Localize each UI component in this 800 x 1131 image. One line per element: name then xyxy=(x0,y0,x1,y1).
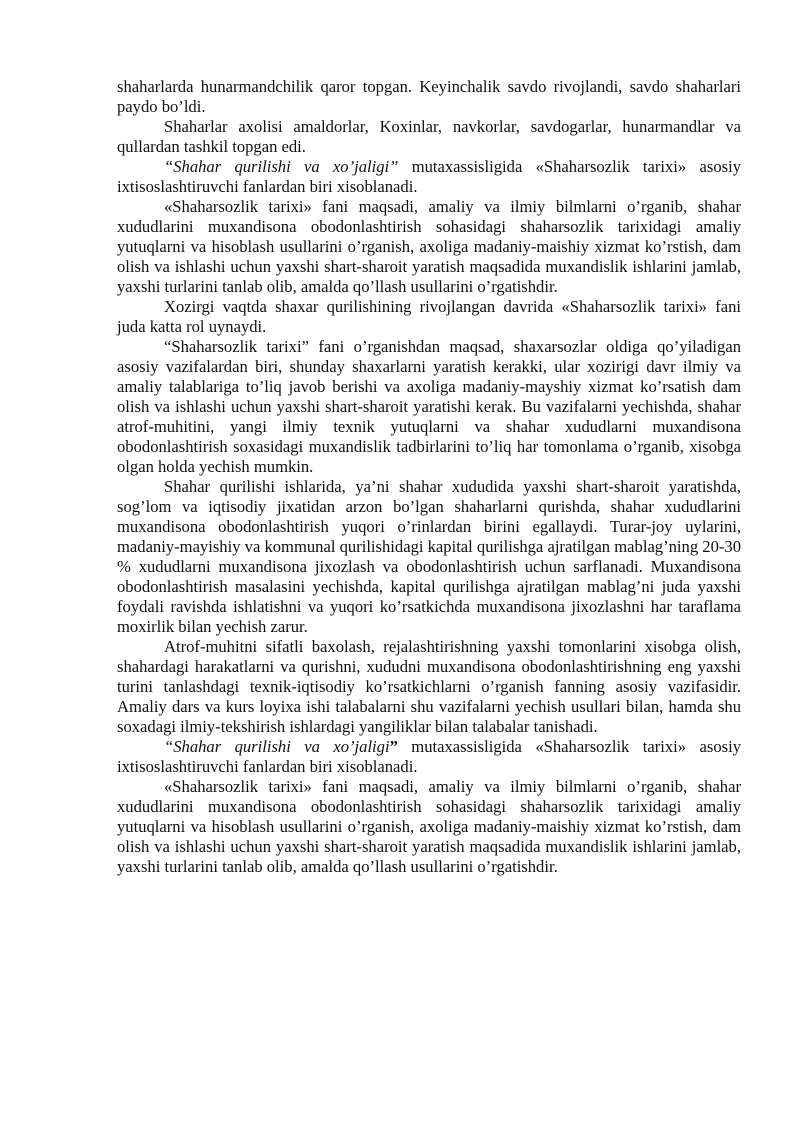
closing-quote: ” xyxy=(389,737,398,756)
paragraph-construction-works: Shahar qurilishi ishlarida, ya’ni shahar xududida yaxshi shart-sharoit yaratishda, sog’lom va iqtisodiy jixatidan arzon bo’lgan shaharlarni qurishda, shahar xududlarini muxandisona obodonlashtirish yuqori o’rinlardan birini egallaydi. Turar-joy uylarini, madaniy-mayishiy va kommunal qurilishidagi kapital qurilishga ajratilgan mablag’ning 20-30 % xududlarni muxandisona jixozlash va obodonlashtirish uchun sarflanadi. Muxandisona obodonlashtirish masalasini yechishda, kapital qurilishga ajratilgan mablag’ni juda yaxshi foydali ravishda ishlatishni va yuqori ko’rsatkichda muxandisona jixozlashni har taraflama moxirlik bilan yechish zarur. xyxy=(117,477,741,636)
document-page xyxy=(117,77,741,877)
paragraph-specialty-repeat xyxy=(117,737,741,777)
paragraph-current-role: Xozirgi vaqtda shaxar qurilishining rivojlangan davrida «Shaharsozlik tarixi» fani juda katta rol uynaydi. xyxy=(117,297,741,336)
specialty-name-repeat: “Shahar qurilishi va xo’jaligi xyxy=(164,737,390,756)
paragraph-specialty-intro xyxy=(117,157,741,197)
paragraph-text: mutaxassisligida «Shaharsozlik tarixi» asosiy ixtisoslashtiruvchi fanlardan biri xisoblanadi. xyxy=(117,737,741,776)
paragraph-course-goal: «Shaharsozlik tarixi» fani maqsadi, amaliy va ilmiy bilmlarni o’rganib, shahar xududlarini muxandisona obodonlashtirish sohasidagi shaharsozlik tarixidagi amaliy yutuqlarni va hisoblash usullarini o’rganish, axoliga madaniy-maishiy xizmat ko’rstish, dam olish va ishlashi uchun yaxshi shart-sharoit yaratish maqsadida muxandislik ishlarini jamlab, yaxshi turlarini tanlab olib, amalda qo’llash usullarini o’rgatishdir. xyxy=(117,197,741,296)
paragraph-environment-assessment: Atrof-muhitni sifatli baxolash, rejalashtirishning yaxshi tomonlarini xisobga olish, shahardagi harakatlarni va qurishni, xududni muxandisona obodonlashtirishning eng yaxshi turini tanlashdagi texnik-iqtisodiy ko’rsatkichlarni o’rganish fanning asosiy vazifasidir. Amaliy dars va kurs loyixa ishi talabalarni shu vazifalarni yechish usullari bilan, hamda shu soxadagi ilmiy-tekshirish ishlardagi yangiliklar bilan talabalar tanishadi. xyxy=(117,637,741,736)
paragraph-study-purpose: “Shaharsozlik tarixi” fani o’rganishdan maqsad, shaxarsozlar oldiga qo’yiladigan asosiy vazifalardan biri, shunday shaxarlarni yaratish kerakki, ular xozirigi davr ilmiy va amaliy talablariga to’liq javob berishi va axoliga madaniy-mayshiy xizmat ko’rsatish dam olish va ishlashi uchun yaxshi shart-sharoit yaratishi kerak. Bu vazifalarni yechishda, shahar atrof-muhitini, yangi ilmiy texnik yutuqlarni va shahar xududlarni muxandisona obodonlashtirish soxasidagi muxandislik tadbirlarini to’liq har tomonlama o’rganib, xisobga olgan holda yechish mumkin. xyxy=(117,337,741,476)
paragraph-continuation: shaharlarda hunarmandchilik qaror topgan. Keyinchalik savdo rivojlandi, savdo shaharlari paydo bo’ldi. xyxy=(117,77,741,116)
paragraph-city-population: Shaharlar axolisi amaldorlar, Koxinlar, navkorlar, savdogarlar, hunarmandlar va qullardan tashkil topgan edi. xyxy=(117,117,741,156)
specialty-name: “Shahar qurilishi va xo’jaligi” xyxy=(164,157,399,176)
paragraph-course-goal-repeat: «Shaharsozlik tarixi» fani maqsadi, amaliy va ilmiy bilmlarni o’rganib, shahar xududlarini muxandisona obodonlashtirish sohasidagi shaharsozlik tarixidagi amaliy yutuqlarni va hisoblash usullarini o’rganish, axoliga madaniy-maishiy xizmat ko’rstish, dam olish va ishlashi uchun yaxshi shart-sharoit yaratish maqsadida muxandislik ishlarini jamlab, yaxshi turlarini tanlab olib, amalda qo’llash usullarini o’rgatishdir. xyxy=(117,777,741,876)
paragraph-text: mutaxassisligida «Shaharsozlik tarixi» asosiy ixtisoslashtiruvchi fanlardan biri xisoblanadi. xyxy=(117,157,741,196)
